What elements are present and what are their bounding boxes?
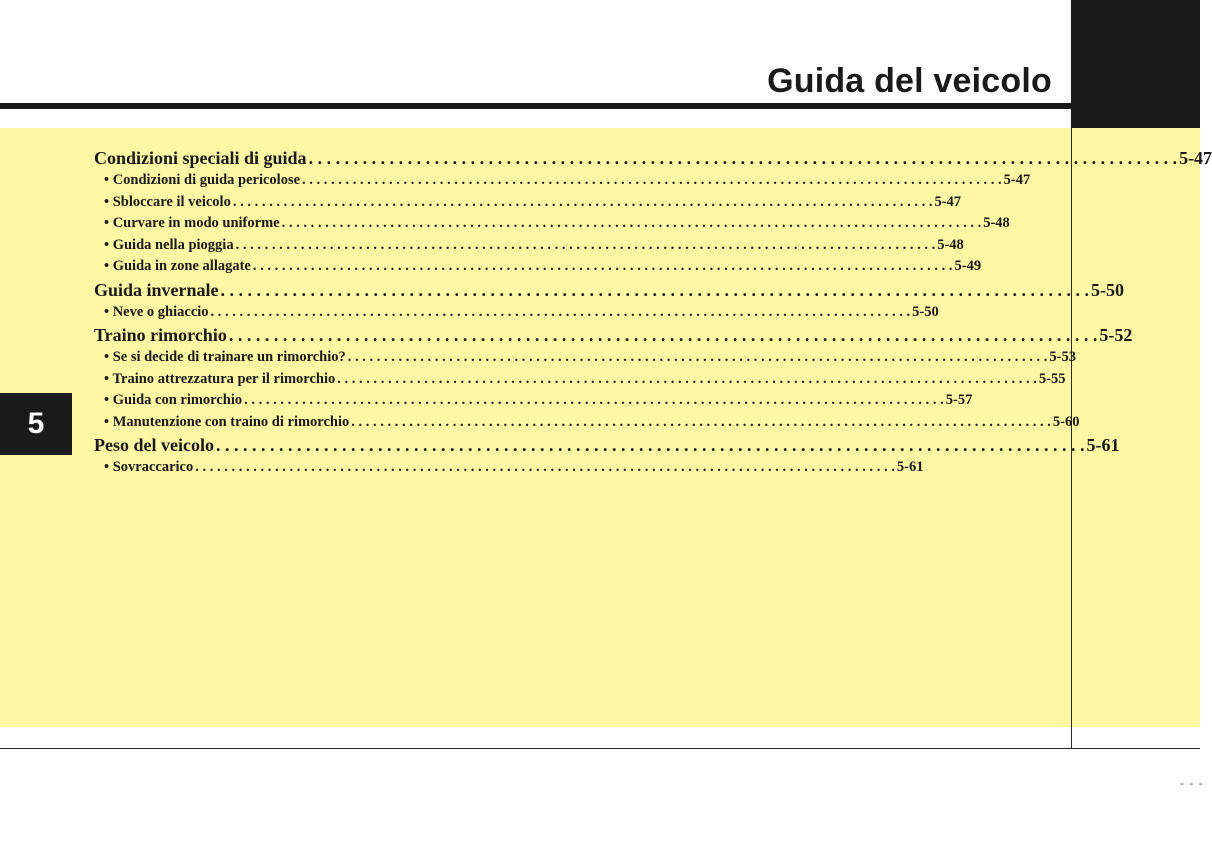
toc-dot-leader	[221, 278, 1090, 302]
toc-dot-leader	[253, 256, 953, 278]
toc-dot-leader	[211, 302, 911, 324]
toc-entry-label: • Sovraccarico	[104, 459, 194, 475]
toc-dot-leader	[337, 369, 1037, 391]
toc-subentry[interactable]	[94, 390, 973, 412]
toc-dot-leader	[282, 213, 982, 235]
toc-entry-page: 5-50	[912, 303, 939, 320]
toc-subentry[interactable]	[94, 347, 1076, 369]
toc-subentry[interactable]	[94, 302, 939, 324]
toc-dot-leader	[229, 323, 1098, 347]
toc-dot-leader	[244, 390, 944, 412]
toc-entry-label: • Sbloccare il veicolo	[104, 193, 231, 210]
toc-entry-label: • Manutenzione con traino di rimorchio	[104, 413, 350, 430]
bottom-rule	[0, 748, 1200, 749]
toc-dot-leader	[233, 192, 933, 214]
toc-entry-page: 5-47	[1003, 172, 1031, 188]
toc-subentry[interactable]	[94, 213, 1010, 235]
toc-subentry[interactable]	[94, 457, 924, 479]
toc-entry[interactable]	[94, 323, 1133, 347]
toc-entry-page: 5-61	[1086, 435, 1120, 455]
toc-entry-label: • Guida in zone allagate	[104, 258, 251, 274]
toc-entry-label: • Condizioni di guida pericolose	[104, 172, 301, 188]
chapter-number: 5	[27, 407, 45, 440]
toc-entry-page: 5-53	[1049, 349, 1076, 365]
toc-entry-page: 5-47	[934, 193, 962, 210]
toc-dot-leader	[309, 146, 1178, 170]
toc-entry-label: • Curvare in modo uniforme	[104, 215, 280, 231]
toc-entry-label: Peso del veicolo	[94, 435, 214, 455]
toc-entry-page: 5-48	[983, 215, 1010, 231]
toc-entry-page: 5-47	[1179, 148, 1212, 168]
toc-entry-page: 5-50	[1091, 279, 1125, 300]
toc-entry[interactable]	[94, 433, 1120, 457]
toc-dot-leader	[236, 235, 936, 257]
toc-entry[interactable]	[94, 146, 1212, 170]
toc-dot-leader	[348, 347, 1048, 369]
toc-entry-label: Guida invernale	[94, 279, 219, 300]
toc-dot-leader	[351, 412, 1051, 434]
toc-subentry[interactable]	[94, 192, 962, 214]
toc-entry-label: • Guida con rimorchio	[104, 392, 243, 408]
toc-entry-page: 5-48	[937, 236, 964, 253]
toc-dot-leader	[302, 170, 1002, 192]
page-title: Guida del veicolo	[767, 62, 1052, 100]
toc-entry-page: 5-60	[1052, 413, 1080, 430]
toc-dot-leader	[216, 433, 1085, 457]
toc-entry[interactable]	[94, 278, 1125, 302]
toc-subentry[interactable]	[94, 170, 1031, 192]
toc-entry-page: 5-57	[945, 392, 973, 408]
toc-entry-label: • Guida nella pioggia	[104, 236, 234, 253]
header-rule	[0, 103, 1072, 109]
toc-entry-page: 5-52	[1099, 325, 1133, 345]
toc-entry-page: 5-55	[1038, 370, 1066, 387]
toc-entry-label: Traino rimorchio	[94, 325, 227, 345]
toc-subentry[interactable]	[94, 235, 964, 257]
toc-entry-page: 5-61	[896, 459, 924, 475]
toc-subentry[interactable]	[94, 412, 1080, 434]
table-of-contents	[94, 146, 1212, 479]
corner-tab	[1071, 0, 1200, 128]
toc-dot-leader	[195, 457, 895, 479]
toc-entry-label: • Se si decide di trainare un rimorchio?	[104, 349, 346, 365]
chapter-tab[interactable]	[0, 393, 72, 455]
toc-entry-page: 5-49	[954, 258, 982, 274]
toc-entry-label: Condizioni speciali di guida	[94, 148, 307, 168]
toc-subentry[interactable]	[94, 256, 982, 278]
toc-entry-label: • Traino attrezzatura per il rimorchio	[104, 370, 336, 387]
toc-subentry[interactable]	[94, 369, 1066, 391]
toc-entry-label: • Neve o ghiaccio	[104, 303, 209, 320]
page-number-marker: - - -	[1180, 776, 1204, 790]
